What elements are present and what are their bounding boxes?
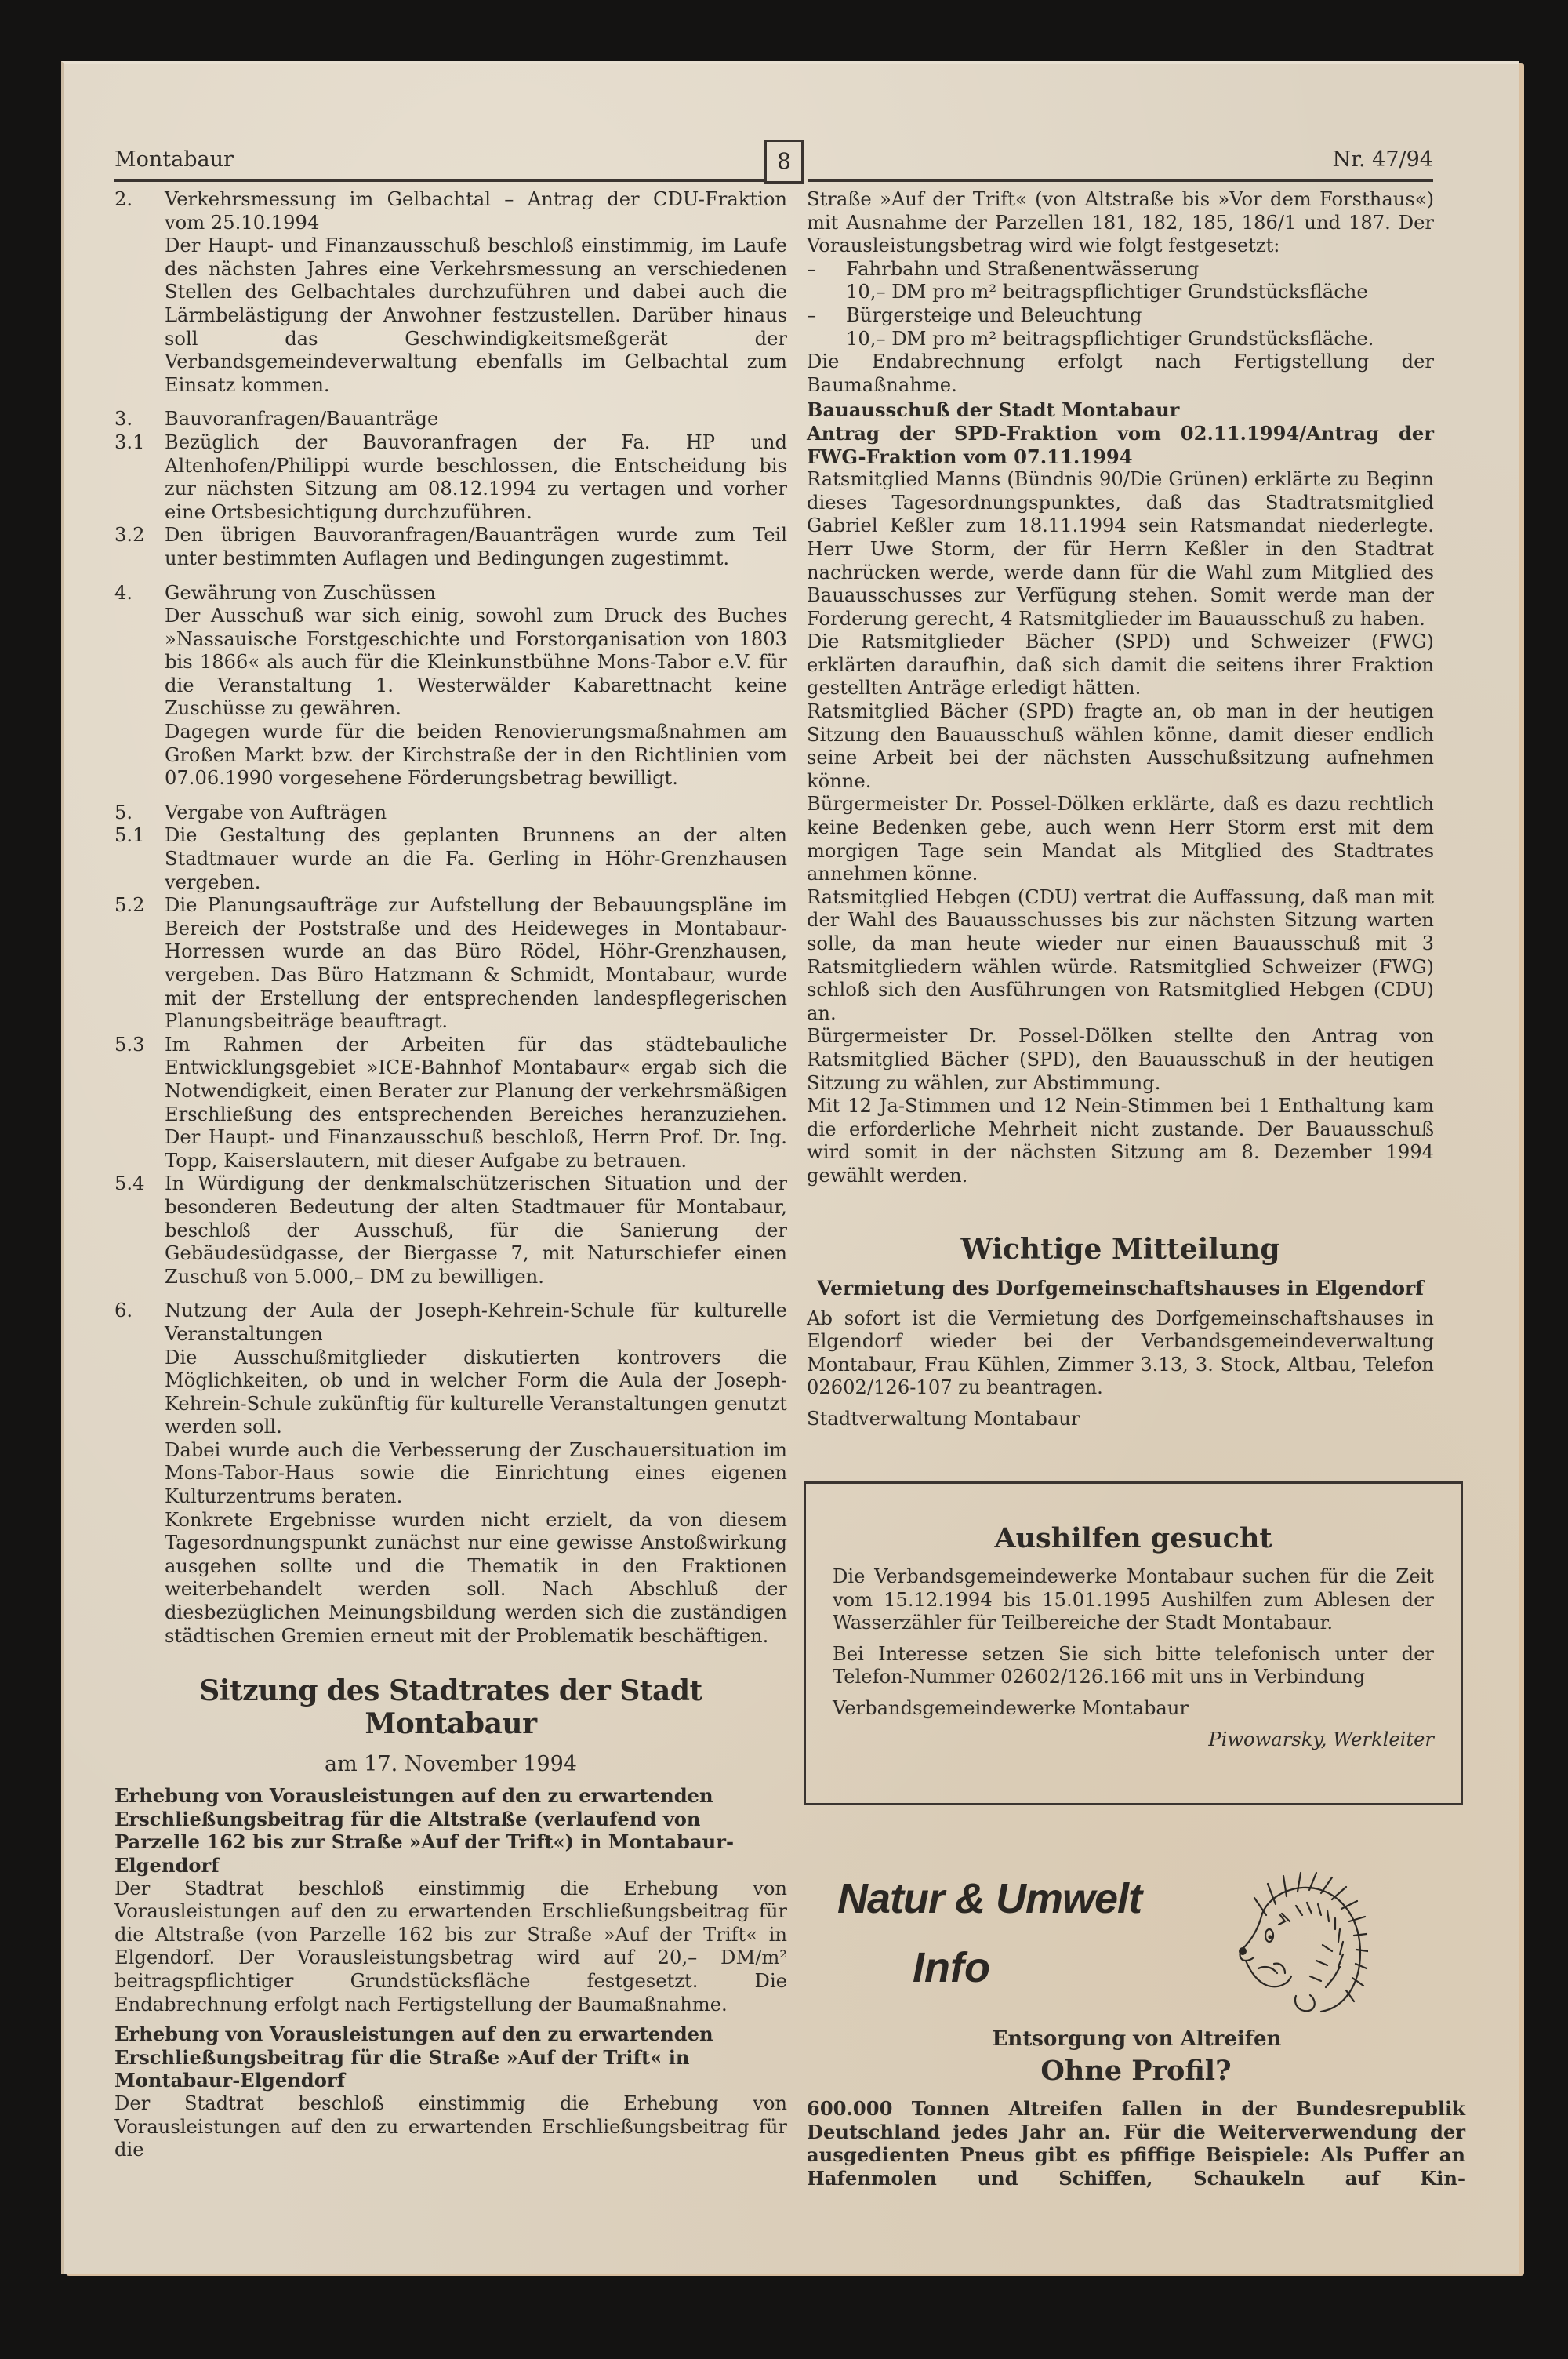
natur-umwelt-logo-text: Natur & Umwelt [837,1875,1142,1922]
agenda-item [114,431,787,524]
stadtrat-section-text: Der Stadtrat beschloß einstimmig die Erhebung von Vorausleistungen auf den zu erwartenden Erschließungsbeitrag für die Altstraße (von Parzelle 162 bis zur Straße »Auf der Trift« in Elgendorf. Der Vorausleistungsbetrag wird auf 20,– DM/m² beitragspflichtiger Grundstücksfläche festgesetzt. Die Endabrechnung erfolgt nach Fertigstellung der Baumaßnahme. [114,1877,787,2016]
agenda-item [114,408,787,431]
rate-item [807,304,1434,328]
right-column [807,188,1434,1431]
agenda-item-body [165,408,787,431]
bauausschuss-paragraph: Die Ratsmitglieder Bächer (SPD) und Schweizer (FWG) erklärten daraufhin, daß sich damit die seitens ihrer Fraktion gestellten Anträge erledigt hätten. [807,631,1434,700]
rate-item [807,258,1434,282]
ohne-profil-article [807,2055,1465,2190]
rate-label: Bürgersteige und Beleuchtung [846,304,1142,326]
agenda-item-paragraph: Den übrigen Bauvoranfragen/Bauanträgen wurde zum Teil unter bestimmten Auflagen und Bedingungen zugestimmt. [165,524,787,569]
stadtrat-section-text: Der Stadtrat beschloß einstimmig die Erhebung von Vorausleistungen auf den zu erwartenden Erschließungsbeitrag für die [114,2092,787,2161]
agenda-item-paragraph: In Würdigung der denkmalschützerischen Situation und der besonderen Bedeutung der alten Stadtmauer für Montabaur, beschloß der Ausschuß, für die Sanierung der Gebäudesüdgasse, der Biergasse 7, mit Naturschiefer einen Zuschuß von 5.000,– DM zu bewilligen. [165,1172,787,1288]
item-gap [114,571,787,582]
agenda-item-number: 4. [114,581,133,604]
agenda-item-number: 5.1 [114,824,145,847]
item-gap [114,1289,787,1299]
agenda-item [114,801,787,825]
aushilfen-box [804,1481,1463,1805]
agenda-item-paragraph: Der Haupt- und Finanzausschuß beschloß einstimmig, im Laufe des nächsten Jahres eine Verkehrsmessung an verschiedenen Stellen des Gelbachtales durchzuführen und dabei auch die Lärmbelästigung der Anwohner festzustellen. Darüber hinaus soll das Geschwindigkeitsmeßgerät der Verbandsgemeindeverwaltung ebenfalls im Gelbachtal zum Einsatz kommen. [165,234,787,396]
agenda-item [114,1172,787,1289]
bauausschuss-paragraph: Ratsmitglied Hebgen (CDU) vertrat die Auffassung, daß man mit der Wahl des Bauausschusses bis zur nächsten Sitzung warten solle, da man heute wieder nur einen Bauausschuß mit 3 Ratsmitgliedern wählen würde. Ratsmitglied Schweizer (FWG) schloß sich den Ausführungen von Ratsmitglied Hebgen (CDU) an. [807,885,1434,1024]
agenda-item [114,894,787,1034]
header-rule-left [114,179,765,182]
natur-umwelt-block [815,1851,1458,2051]
bauausschuss-paragraph: Ratsmitglied Bächer (SPD) fragte an, ob man in der heutigen Sitzung den Bauausschuß wählen könne, damit dieser endlich seine Arbeit bei der nächsten Ausschußsitzung aufnehmen könne. [807,700,1434,792]
wichtige-mitteilung-subtitle: Vermietung des Dorfgemeinschaftshauses in Elgendorf [817,1276,1424,1299]
agenda-item-paragraph: Dabei wurde auch die Verbesserung der Zuschauersituation im Mons-Tabor-Haus sowie die Einrichtung eines eigenen Kulturzentrums beraten. [165,1438,787,1508]
agenda-item-title: Verkehrsmessung im Gelbachtal – Antrag der CDU-Fraktion vom 25.10.1994 [165,188,787,234]
agenda-item [114,524,787,570]
agenda-item-paragraph: Die Planungsaufträge zur Aufstellung der Bebauungspläne im Bereich der Poststraße und des Heideweges in Montabaur-Horressen wurde an das Büro Rödel, Höhr-Grenzhausen, vergeben. Das Büro Hatzmann & Schmidt, Montabaur, wurde mit der Erstellung der entsprechenden landespflegerischen Planungsbeiträge beauftragt. [165,894,787,1033]
agenda-item-number: 5.3 [114,1033,145,1056]
natur-umwelt-topic: Entsorgung von Altreifen [992,2027,1282,2051]
agenda-item-title: Gewährung von Zuschüssen [165,581,436,604]
rate-label: Fahrbahn und Straßenentwässerung [846,257,1200,280]
page-number-box: 8 [764,140,804,184]
bauausschuss-paragraph: Bürgermeister Dr. Possel-Dölken erklärte, daß es dazu rechtlich keine Bedenken gebe, auch wenn Herr Storm erst mit dem morgigen Tage sein Mandat als Mitglied des Stadtrates annehmen könne. [807,793,1434,885]
bauausschuss-body [807,468,1434,1187]
agenda-item-title: Bauvoranfragen/Bauanträge [165,408,439,431]
ohne-profil-text: 600.000 Tonnen Altreifen fallen in der Bundesrepublik Deutschland jedes Jahr an. Für die Weiterverwendung der ausgedienten Pneus gibt es pfiffige Beispiele: Als Puffer an Hafenmolen und Schiffen, Schaukeln auf Kin- [807,2097,1465,2190]
agenda-item [114,582,787,791]
stadtrat-section-heading: Erhebung von Vorausleistungen auf den zu erwartenden Erschließungsbeitrag für die Straße »Auf der Trift« in Montabaur-Elgendorf [114,2023,713,2092]
agenda-item-number: 3.1 [114,431,145,453]
wichtige-mitteilung-signature: Stadtverwaltung Montabaur [807,1407,1080,1430]
natur-umwelt-logo-info: Info [913,1944,990,1991]
agenda-item-number: 3. [114,408,133,431]
header-rule-right [808,179,1433,182]
bauausschuss-paragraph: Bürgermeister Dr. Possel-Dölken stellte den Antrag von Ratsmitglied Bächer (SPD), den Bauausschuß in der heutigen Sitzung zu wählen, zur Abstimmung. [807,1025,1434,1094]
agenda-item-paragraph: Dagegen wurde für die beiden Renovierungsmaßnahmen am Großen Markt bzw. der Kirchstraße der in den Richtlinien vom 07.06.1990 vorgesehene Förderungsbetrag bewilligt. [165,721,787,790]
agenda-item-paragraph: Die Gestaltung des geplanten Brunnens an der alten Stadtmauer wurde an die Fa. Gerling in Höhr-Grenzhausen vergeben. [165,824,787,893]
aushilfen-title: Aushilfen gesucht [994,1522,1272,1554]
rate-value: 10,– DM pro m² beitragspflichtiger Grundstücksfläche. [846,327,1374,350]
agenda-item-number: 2. [114,188,133,210]
stadtrat-title: Sitzung des Stadtrates der Stadt Montabaur [199,1674,702,1741]
rate-dash: – [807,257,817,280]
agenda-item-body [165,188,787,397]
agenda-item-body [165,431,787,524]
agenda-item [114,1299,787,1648]
agenda-items [114,188,787,1648]
page-header [114,140,1433,184]
agenda-item-body [165,582,787,791]
rate-value: 10,– DM pro m² beitragspflichtiger Grundstücksfläche [846,281,1368,304]
agenda-item [114,1034,787,1173]
aushilfen-paragraph: Die Verbandsgemeindewerke Montabaur suchen für die Zeit vom 15.12.1994 bis 15.01.1995 Aushilfen zum Ablesen der Wasserzähler für Teilbereiche der Stadt Montabaur. [833,1565,1434,1634]
agenda-item-body [165,1034,787,1173]
item-gap [114,397,787,408]
agenda-item-body [165,801,787,825]
agenda-item-paragraph: Konkrete Ergebnisse wurden nicht erzielt, da von diesem Tagesordnungspunkt zunächst nur eine gewisse Anstoßwirkung ausgehen sollte und die Thematik in den Fraktionen weiterbehandelt werden soll. Nach Abschluß der diesbezüglichen Meinungsbildung werden sich die zuständigen städtischen Gremien erneut mit der Problematik beschäftigen. [165,1508,787,1647]
agenda-item-title: Vergabe von Aufträgen [165,801,387,823]
bauausschuss-paragraph: Ratsmitglied Manns (Bündnis 90/Die Grünen) erklärte zu Beginn dieses Tagesordnungspunktes, daß das Stadtratsmitglied Gabriel Keßler zum 18.11.1994 sein Ratsmandat niederlegte. Herr Uwe Storm, der für Herrn Keßler in den Stadtrat nachrücken werde, werde dann für die Wahl zum Mitglied des Bauausschusses zur Verfügung stehen. Somit werde man der Forderung gerecht, 4 Ratsmitglieder im Bauausschuß zu haben. [807,468,1434,630]
continuation-text: Straße »Auf der Trift« (von Altstraße bis »Vor dem Forsthaus«) mit Ausnahme der Parzellen 181, 182, 185, 186/1 und 187. Der Vorausleistungsbetrag wird wie folgt festgesetzt: [807,188,1434,257]
stadtrat-section-heading: Erhebung von Vorausleistungen auf den zu erwartenden Erschließungsbeitrag für die Altstraße (verlaufend von Parzelle 162 bis zur Straße »Auf der Trift«) in Montabaur-Elgendorf [114,1784,735,1877]
agenda-item-title: Nutzung der Aula der Joseph-Kehrein-Schule für kulturelle Veranstaltungen [165,1299,787,1345]
agenda-item-number: 5. [114,801,133,823]
agenda-item-paragraph: Bezüglich der Bauvoranfragen der Fa. HP und Altenhofen/Philippi wurde beschlossen, die Entscheidung bis zur nächsten Sitzung am 08.12.1994 zu vertagen und vorher eine Ortsbesichtigung durchzuführen. [165,431,787,523]
rate-dash: – [807,304,817,326]
agenda-item-paragraph: Die Ausschußmitglieder diskutierten kontrovers die Möglichkeiten, ob und in welcher Form die Aula der Joseph-Kehrein-Schule zukünftig für kulturelle Veranstaltungen genutzt werden soll. [165,1346,787,1438]
wichtige-mitteilung-text: Ab sofort ist die Vermietung des Dorfgemeinschaftshauses in Elgendorf wieder bei der Verbandsgemeindeverwaltung Montabaur, Frau Kühlen, Zimmer 3.13, 3. Stock, Altbau, Telefon 02602/126-107 zu beantragen. [807,1307,1434,1399]
agenda-item-body [165,824,787,894]
publication-name: Montabaur [114,147,234,172]
stadtrat-date: am 17. November 1994 [325,1752,577,1777]
aushilfen-signature: Piwowarsky, Werkleiter [1208,1728,1434,1750]
agenda-item-number: 6. [114,1299,133,1322]
left-column [114,188,787,2162]
issue-number: Nr. 47/94 [1332,147,1433,172]
bauausschuss-heading: Bauausschuß der Stadt Montabaur [807,398,1180,422]
agenda-item [114,188,787,397]
endabrechnung-text: Die Endabrechnung erfolgt nach Fertigstellung der Baumaßnahme. [807,351,1434,396]
wichtige-mitteilung-title: Wichtige Mitteilung [960,1232,1280,1266]
agenda-item-paragraph: Im Rahmen der Arbeiten für das städtebauliche Entwicklungsgebiet »ICE-Bahnhof Montabaur« ergab sich die Notwendigkeit, einen Berater zur Planung der verkehrsmäßigen Erschließung des entsprechenden Bereiches heranzuziehen. Der Haupt- und Finanzausschuß beschloß, Herrn Prof. Dr. Ing. Topp, Kaiserslautern, mit dieser Aufgabe zu betrauen. [165,1033,787,1172]
hedgehog-icon [1235,1866,1368,2023]
ohne-profil-title: Ohne Profil? [1040,2055,1232,2087]
aushilfen-paragraph: Verbandsgemeindewerke Montabaur [833,1696,1189,1719]
agenda-item [114,824,787,894]
bauausschuss-paragraph: Mit 12 Ja-Stimmen und 12 Nein-Stimmen bei 1 Enthaltung kam die erforderliche Mehrheit nicht zustande. Der Bauausschuß wird somit in der nächsten Sitzung am 8. Dezember 1994 gewählt werden. [807,1095,1434,1187]
item-gap [114,791,787,801]
agenda-item-number: 5.4 [114,1172,145,1195]
aushilfen-paragraph: Bei Interesse setzen Sie sich bitte telefonisch unter der Telefon-Nummer 02602/126.166 mit uns in Verbindung [833,1642,1434,1688]
agenda-item-body [165,524,787,570]
agenda-item-number: 3.2 [114,524,145,547]
agenda-item-body [165,1299,787,1648]
agenda-item-paragraph: Der Ausschuß war sich einig, sowohl zum Druck des Buches »Nassauische Forstgeschichte und Forstorganisation von 1803 bis 1866« als auch für die Kleinkunstbühne Mons-Tabor e.V. für die Veranstaltung 1. Westerwälder Kabarettnacht keine Zuschüsse zu gewähren. [165,605,787,720]
agenda-item-body [165,894,787,1034]
agenda-item-body [165,1172,787,1289]
agenda-item-number: 5.2 [114,894,145,917]
bauausschuss-subheading: Antrag der SPD-Fraktion vom 02.11.1994/Antrag der FWG-Fraktion vom 07.11.1994 [807,421,1434,468]
